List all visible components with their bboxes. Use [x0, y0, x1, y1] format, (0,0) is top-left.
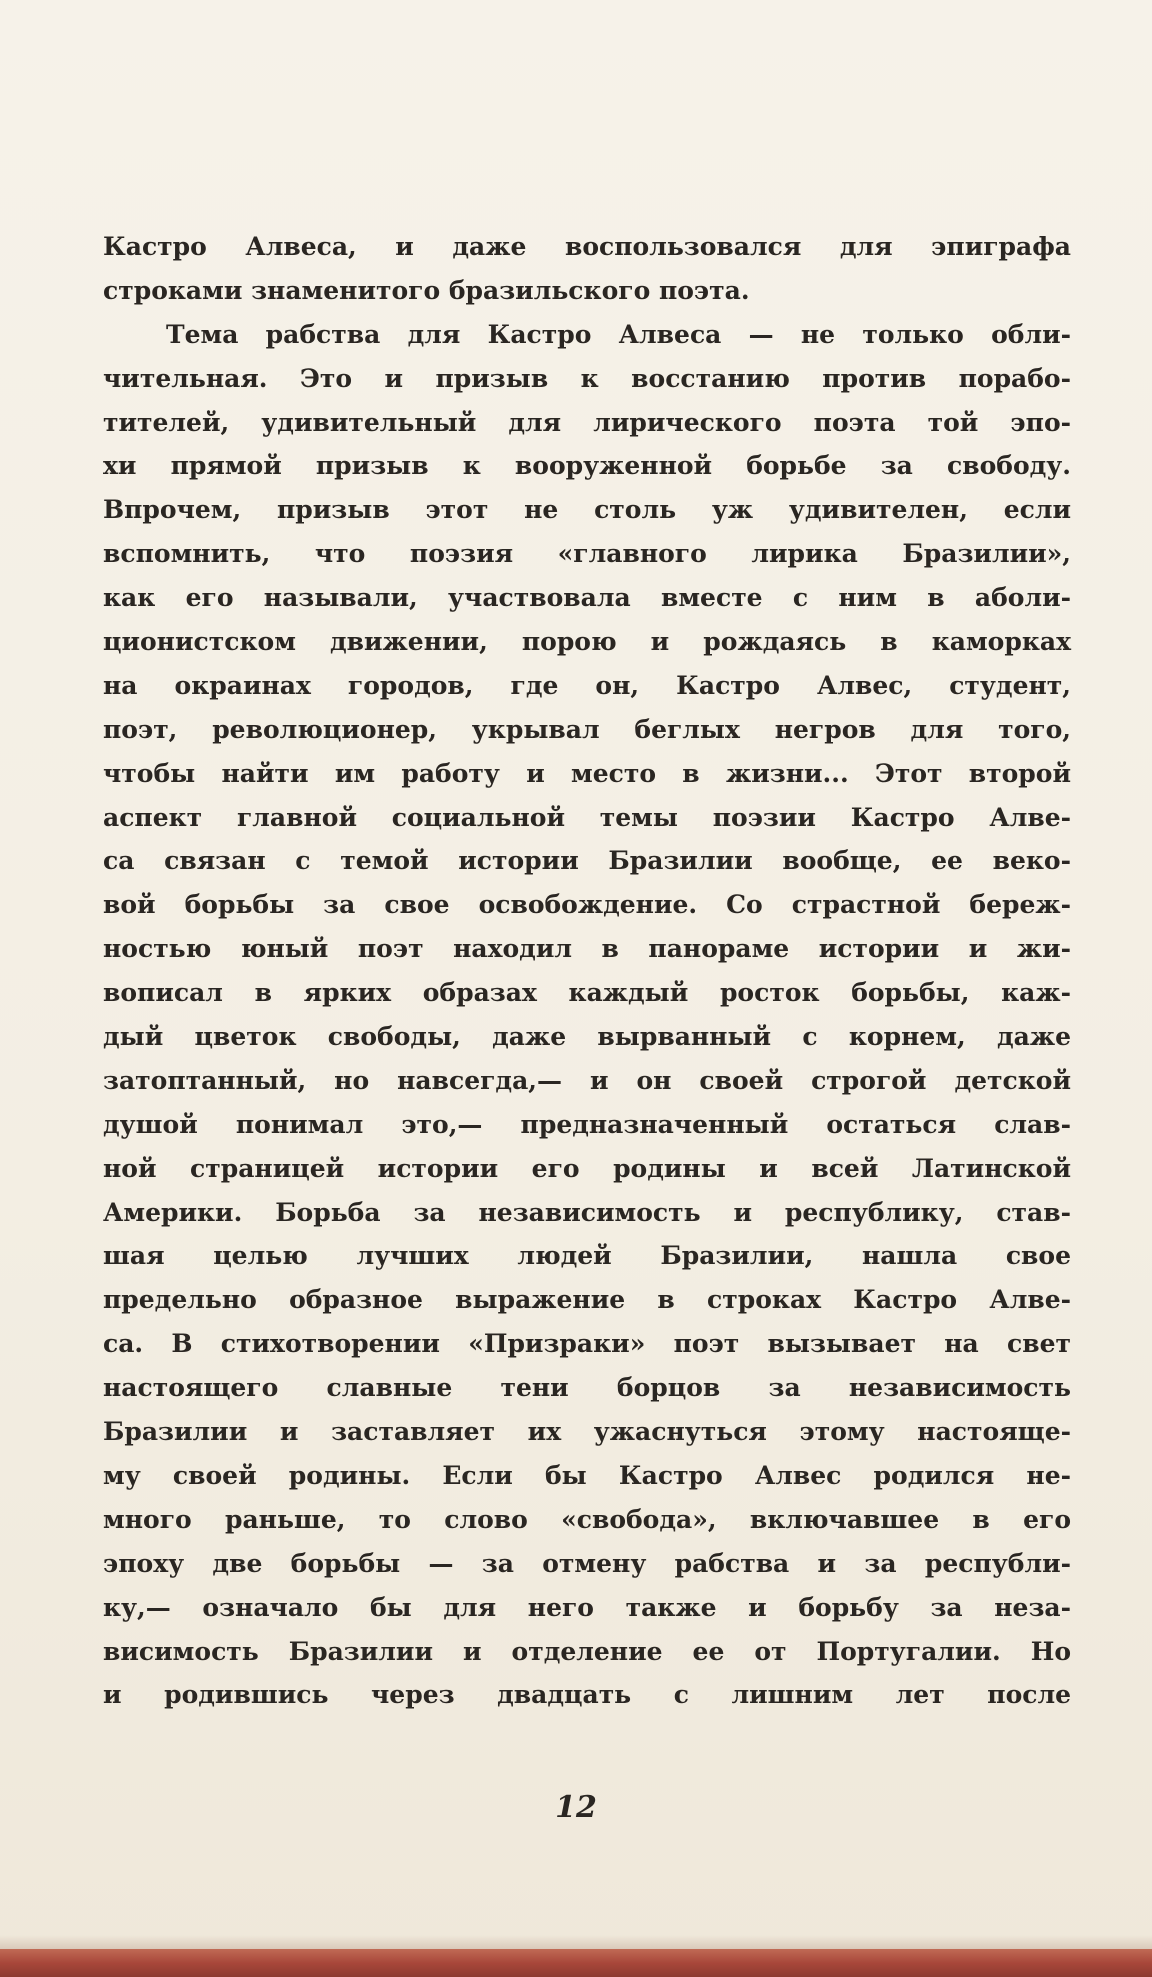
book-cover-edge: [0, 1949, 1152, 1977]
text-line: Бразилии и заставляет их ужаснуться этому настояще-: [103, 1417, 1071, 1447]
text-line: затоптанный, но навсегда,— и он своей строгой детской: [103, 1065, 1071, 1095]
text-line: шая целью лучших людей Бразилии, нашла свое: [103, 1241, 1071, 1271]
text-line: Тема рабства для Кастро Алвеса — не только обли-: [166, 319, 1071, 349]
body-text: [103, 225, 1071, 1717]
page-edge-shadow: [0, 1935, 1152, 1949]
text-line: дый цветок свободы, даже вырванный с корнем, даже: [103, 1022, 1071, 1052]
text-line: ку,— означало бы для него также и борьбу за неза-: [103, 1592, 1071, 1622]
text-line: Впрочем, призыв этот не столь уж удивителен, если: [103, 495, 1071, 525]
text-line: настоящего славные тени борцов за независимость: [103, 1373, 1071, 1403]
text-line: предельно образное выражение в строках Кастро Алве-: [103, 1285, 1071, 1315]
text-line: са. В стихотворении «Призраки» поэт вызывает на свет: [103, 1329, 1071, 1359]
text-line: строками знаменитого бразильского поэта.: [103, 275, 750, 305]
text-line: чтобы найти им работу и место в жизни... Этот второй: [103, 758, 1071, 788]
text-line: и родившись через двадцать с лишним лет после: [103, 1680, 1071, 1710]
text-line: как его называли, участвовала вместе с ним в аболи-: [103, 583, 1071, 613]
text-line: ционистском движении, порою и рождаясь в каморках: [103, 627, 1071, 657]
text-line: висимость Бразилии и отделение ее от Португалии. Но: [103, 1636, 1071, 1666]
text-line: поэт, революционер, укрывал беглых негров для того,: [103, 714, 1071, 744]
text-line: ной страницей истории его родины и всей Латинской: [103, 1153, 1071, 1183]
text-line: ностью юный поэт находил в панораме истории и жи-: [103, 934, 1071, 964]
text-line: са связан с темой истории Бразилии вообще, ее веко-: [103, 846, 1071, 876]
text-line: тителей, удивительный для лирического поэта той эпо-: [103, 407, 1071, 437]
text-line: много раньше, то слово «свобода», включавшее в его: [103, 1504, 1071, 1534]
text-line: эпоху две борьбы — за отмену рабства и за республи-: [103, 1548, 1071, 1578]
text-line: чительная. Это и призыв к восстанию против порабо-: [103, 363, 1071, 393]
text-line: душой понимал это,— предназначенный остаться слав-: [103, 1109, 1071, 1139]
text-line: хи прямой призыв к вооруженной борьбе за свободу.: [103, 451, 1071, 481]
text-line: вой борьбы за свое освобождение. Со страстной береж-: [103, 890, 1071, 920]
text-line: вописал в ярких образах каждый росток борьбы, каж-: [103, 978, 1071, 1008]
text-line: Америки. Борьба за независимость и республику, став-: [103, 1197, 1071, 1227]
text-line: му своей родины. Если бы Кастро Алвес родился не-: [103, 1460, 1071, 1490]
text-line: аспект главной социальной темы поэзии Кастро Алве-: [103, 802, 1071, 832]
text-line: на окраинах городов, где он, Кастро Алвес, студент,: [103, 670, 1071, 700]
text-line: вспомнить, что поэзия «главного лирика Бразилии»,: [103, 539, 1071, 569]
text-line: Кастро Алвеса, и даже воспользовался для эпиграфа: [103, 232, 1071, 261]
page-number: 12: [555, 1790, 597, 1825]
